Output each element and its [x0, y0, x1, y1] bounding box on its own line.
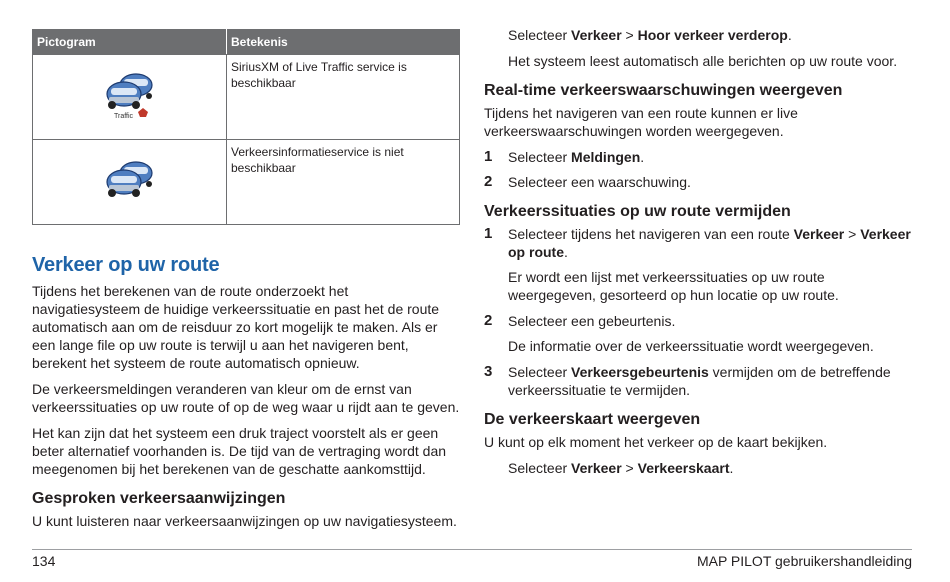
step-number: 2 — [484, 312, 493, 329]
table-row — [33, 140, 460, 225]
table-header-pictogram: Pictogram — [33, 30, 227, 55]
paragraph: Tijdens het navigeren van een route kunnen er live verkeerswaarschuwingen worden weergegeven. — [484, 105, 798, 139]
traffic-cars-icon — [100, 157, 160, 203]
paragraph: Het kan zijn dat het systeem een druk traject voorstelt als er geen beter alternatief voorhanden is. De tijd van de vertraging wordt dan meegenomen bij het berekenen van de geschatte aankomsttijd. — [32, 425, 447, 477]
table-cell-icon — [33, 140, 227, 225]
manual-title: MAP PILOT gebruikershandleiding — [696, 553, 912, 569]
step-item: 1 Selecteer tijdens het navigeren van een route Verkeer > Verkeer op route. — [484, 225, 911, 260]
section-title: Verkeer op uw route — [32, 254, 220, 276]
step-note: Er wordt een lijst met verkeerssituaties op uw route weergegeven, gesorteerd op hun locatie op uw route. — [508, 269, 839, 303]
table-header-row — [33, 30, 460, 55]
subheading-spoken: Gesproken verkeersaanwijzingen — [32, 490, 286, 507]
left-column — [32, 29, 460, 538]
paragraph: U kunt luisteren naar verkeersaanwijzingen op uw navigatiesysteem. — [32, 513, 457, 529]
svg-text:Traffic: Traffic — [113, 113, 133, 120]
pictogram-table — [32, 29, 460, 225]
subheading-avoid: Verkeerssituaties op uw route vermijden — [484, 203, 791, 220]
step-item: 2 Selecteer een waarschuwing. — [484, 173, 691, 190]
paragraph: U kunt op elk moment het verkeer op de kaart bekijken. — [484, 434, 828, 450]
instruction: Selecteer Verkeer > Hoor verkeer verderop. — [508, 27, 792, 43]
step-item: 3 Selecteer Verkeersgebeurtenis vermijden om de betreffende verkeerssituatie te vermijden. — [484, 363, 891, 398]
step-number: 2 — [484, 173, 493, 190]
paragraph: De verkeersmeldingen veranderen van kleur om de ernst van verkeerssituaties op uw route of op de weg waar u rijdt aan te geven. — [32, 381, 460, 415]
table-row — [33, 55, 460, 140]
step-item: 2 Selecteer een gebeurtenis. — [484, 312, 676, 329]
step-number: 1 — [484, 148, 493, 165]
paragraph: Tijdens het berekenen van de route onderzoekt het navigatiesysteem de huidige verkeerssituatie en past het de route automatisch aan om de reisduur zo kort mogelijk te maken. Als er een lange file op uw route is terwijl u aan het navigeren bent, berekent het systeem de route automatisch opnieuw. — [32, 283, 440, 371]
step-item: 1 Selecteer Meldingen. — [484, 148, 645, 165]
right-column — [484, 26, 914, 485]
traffic-cars-icon — [100, 69, 160, 121]
table-header-meaning: Betekenis — [227, 30, 460, 55]
table-cell-meaning: Verkeersinformatieservice is niet beschikbaar — [227, 140, 460, 225]
instruction-note: Het systeem leest automatisch alle berichten op uw route voor. — [508, 53, 898, 69]
footer-divider — [32, 549, 912, 550]
table-cell-meaning: SiriusXM of Live Traffic service is beschikbaar — [227, 55, 460, 140]
table-cell-icon — [33, 55, 227, 140]
step-number: 1 — [484, 225, 493, 242]
page-number: 134 — [32, 553, 56, 569]
instruction: Selecteer Verkeer > Verkeerskaart. — [508, 460, 734, 476]
subheading-realtime: Real-time verkeerswaarschuwingen weergeven — [484, 82, 843, 99]
subheading-map: De verkeerskaart weergeven — [484, 411, 701, 428]
step-note: De informatie over de verkeerssituatie wordt weergegeven. — [508, 338, 874, 354]
step-number: 3 — [484, 363, 493, 380]
